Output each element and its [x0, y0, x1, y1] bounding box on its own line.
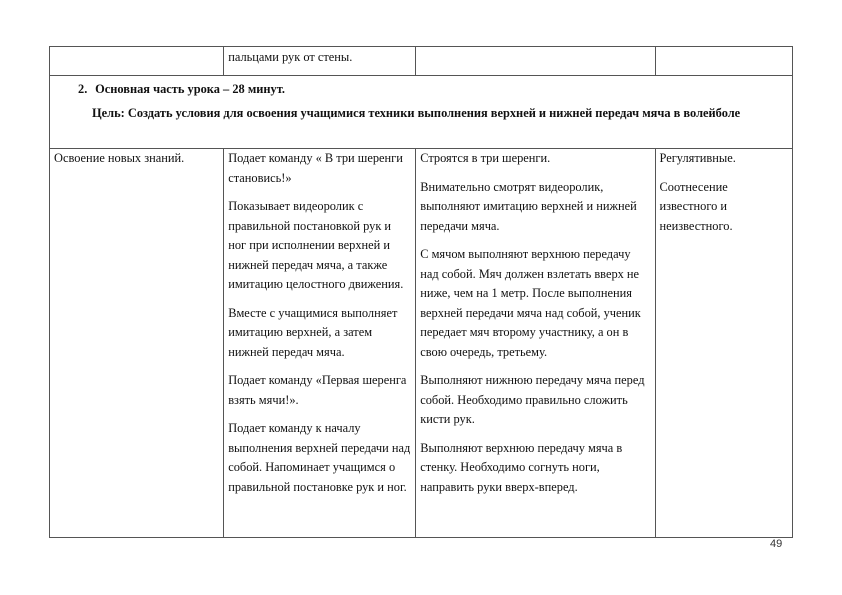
teacher-activity-cell	[224, 149, 416, 538]
uud-cell	[655, 149, 793, 538]
section-title-text: Основная часть урока – 28 минут.	[95, 82, 285, 96]
uud-paragraph: Регулятивные.	[659, 151, 736, 165]
stage-text: Освоение новых знаний.	[54, 151, 185, 165]
table-row	[50, 47, 793, 76]
section-header-cell	[50, 76, 793, 149]
section-title	[78, 80, 784, 100]
section-header-row	[50, 76, 793, 149]
table-row	[50, 149, 793, 538]
student-activity-cell	[416, 149, 655, 538]
cell-text	[420, 47, 650, 48]
table-cell	[655, 47, 793, 76]
cell-text	[660, 47, 789, 48]
student-paragraph: С мячом выполняют верхнюю передачу над собой. Мяч должен взлетать вверх не ниже, чем на 1 метр. После выполнения верхней передачи мяча над собой, ученик передает мяч второму участнику, а он в свою очередь, третьему.	[420, 247, 641, 359]
cell-text	[54, 47, 219, 48]
table-cell	[416, 47, 655, 76]
teacher-paragraph: Подает команду «Первая шеренга взять мячи!».	[228, 373, 407, 407]
section-goal: Цель: Создать условия для освоения учащимися техники выполнения верхней и нижней передач мяча в волейболе	[92, 105, 741, 120]
teacher-paragraph: Показывает видеоролик с правильной постановкой рук и ног при исполнении верхней и нижней передач мяча, а также имитацию целостного движения.	[228, 199, 404, 291]
table-cell	[224, 47, 416, 76]
teacher-paragraph: Подает команду « В три шеренги становись!»	[228, 151, 403, 185]
student-paragraph: Строятся в три шеренги.	[420, 151, 551, 165]
stage-cell	[50, 149, 224, 538]
section-number: 2.	[78, 82, 88, 96]
page-number: 49	[770, 538, 783, 550]
student-paragraph: Выполняют верхнюю передачу мяча в стенку. Необходимо согнуть ноги, направить руки вверх-вперед.	[420, 440, 623, 494]
student-paragraph: Выполняют нижнюю передачу мяча перед собой. Необходимо правильно сложить кисти рук.	[420, 373, 645, 426]
table-cell	[50, 47, 224, 76]
lesson-plan-table	[49, 46, 793, 538]
uud-paragraph: Соотнесение известного и неизвестного.	[659, 179, 733, 233]
teacher-paragraph: Подает команду к началу выполнения верхней передачи над собой. Напоминает учащимся о правильной постановке рук и ног.	[228, 421, 411, 494]
cell-text: пальцами рук от стены.	[228, 50, 353, 64]
student-paragraph: Внимательно смотрят видеоролик, выполняют имитацию верхней и нижней передачи мяча.	[420, 179, 637, 233]
teacher-paragraph: Вместе с учащимися выполняет имитацию верхней, а затем нижней передач мяча.	[228, 305, 398, 359]
